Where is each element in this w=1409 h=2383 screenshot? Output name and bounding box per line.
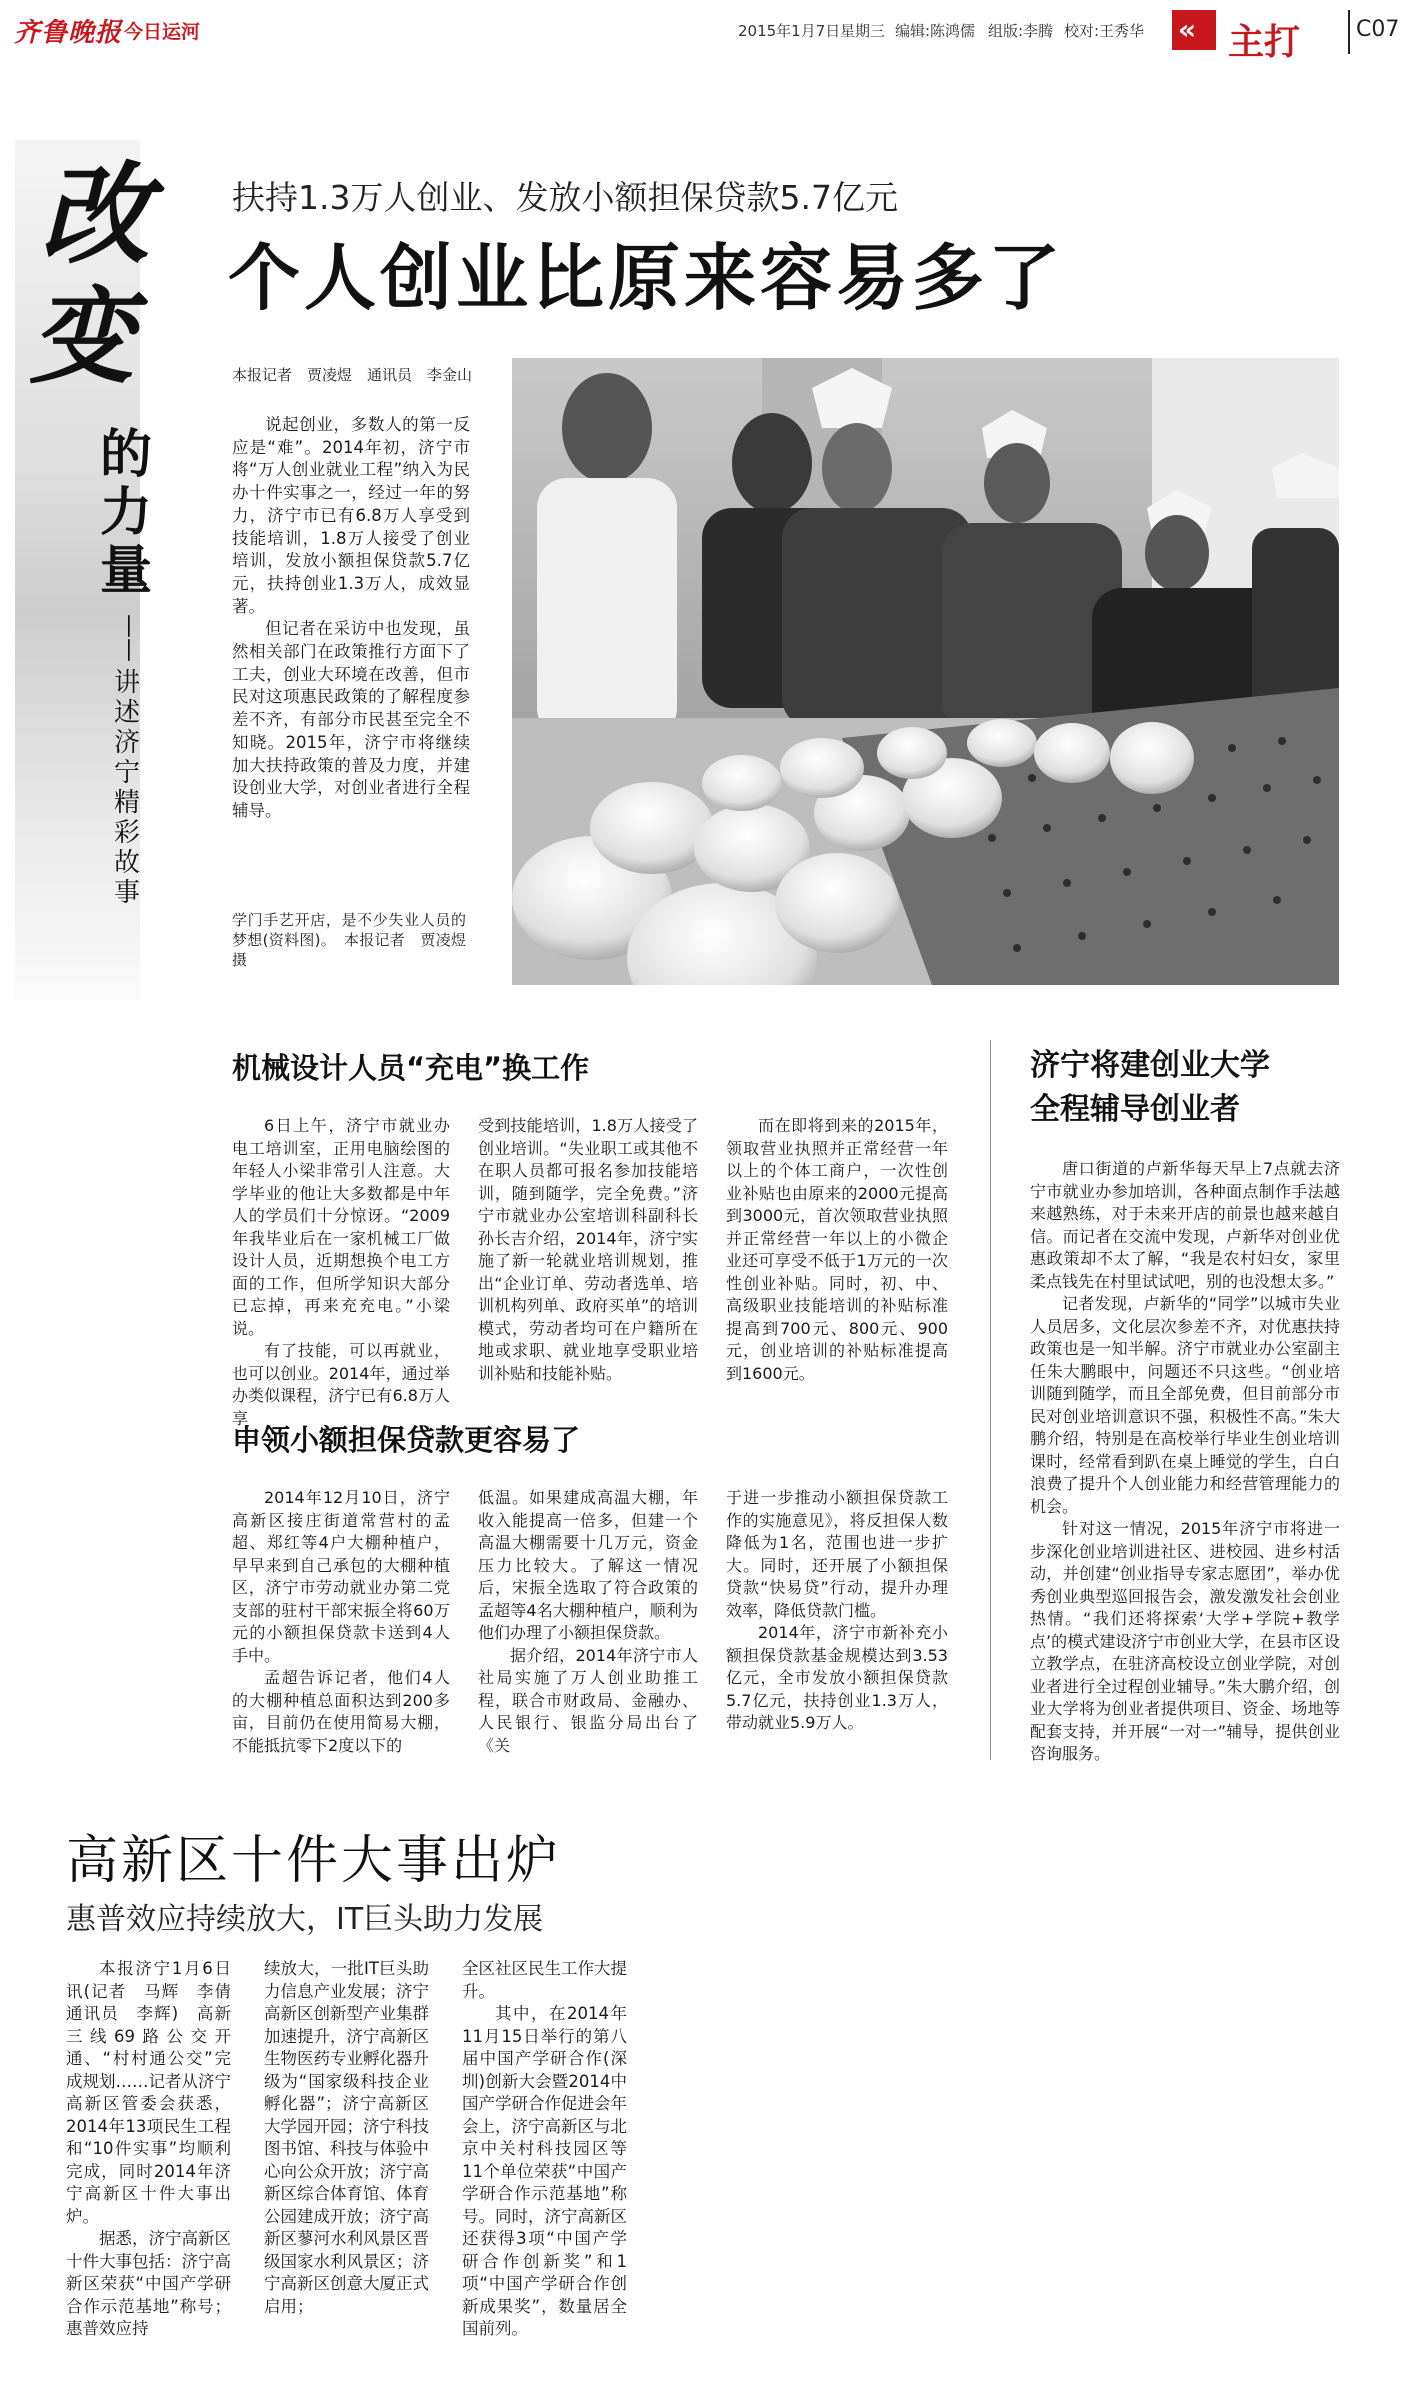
story-a-paragraph: 有了技能，可以再就业，也可以创业。2014年，通过举办类似课程，济宁已有6.8万人享: [232, 1341, 450, 1428]
story-d-paragraph: 其中，在2014年11月15日举行的第八届中国产学研合作(深圳)创新大会暨2014中国产学研合作促进会年会上，济宁高新区与北京中关村科技园区等11个单位荣获“中国产学研合作示范基地”称号。同时，济宁高新区还获得3项“中国产学研合作创新奖”和1项“中国产学研合作创新成果奖”，数量居全国前列。: [462, 2004, 627, 2338]
editor-credit: 编辑:陈鸿儒: [895, 22, 976, 40]
issue-weekday: 星期三: [840, 22, 886, 40]
page-number: C07: [1356, 17, 1400, 42]
story-b-col2: [478, 1487, 698, 1757]
photo-caption: 学门手艺开店，是不少失业人员的梦想(资料图)。 本报记者 贾凌煜 摄: [232, 911, 482, 969]
story-c-paragraph: 唐口街道的卢新华每天早上7点就去济宁市就业办参加培训，各种面点制作手法越来越熟练，对于未来开店的前景也越来越自信。而记者在交流中发现，卢新华对创业优惠政策却不太了解，“我是农村妇女，家里柔点钱先在村里试试吧，别的也没想太多。”: [1030, 1159, 1340, 1291]
story-d-col3: [462, 1958, 627, 2341]
story-a-col3: [726, 1115, 948, 1385]
story-c-headline-1: 济宁将建创业大学: [1030, 1048, 1270, 1083]
column-divider: [990, 1040, 991, 1760]
story-a-headline: 机械设计人员“充电”换工作: [232, 1051, 590, 1085]
dumpling-workshop-photo: [512, 358, 1339, 985]
story-d-paragraph: 全区社区民生工作大提升。: [462, 1959, 627, 2001]
story-b-headline: 申领小额担保贷款更容易了: [232, 1423, 581, 1457]
masthead: [0, 0, 1409, 70]
banner-char-gai: 改: [40, 150, 150, 279]
banner-subtitle: 讲述济宁精彩故事: [114, 668, 141, 908]
story-d-col1: [66, 1958, 248, 2341]
story-b-paragraph: 2014年，济宁市新补充小额担保贷款基金规模达到3.53亿元，全市发放小额担保贷款5.7亿元，扶持创业1.3万人，带动就业5.9万人。: [726, 1623, 948, 1732]
proofread-credit: 校对:王秀华: [1064, 22, 1145, 40]
lead-photo: [512, 358, 1339, 985]
lead-paragraph: 说起创业，多数人的第一反应是“难”。2014年初，济宁市将“万人创业就业工程”纳入为民办十件实事之一，经过一年的努力，济宁市已有6.8万人享受到技能培训，1.8万人接受了创业培训，发放小额担保贷款5.7亿元，扶持创业1.3万人，成效显著。: [232, 415, 470, 616]
story-b-col1: [232, 1487, 450, 1757]
story-b-col3: [726, 1487, 948, 1735]
story-a-col2: [478, 1115, 698, 1385]
story-b-paragraph: 孟超告诉记者，他们4人的大棚种植总面积达到200多亩，目前仍在使用简易大棚，不能抵抗零下2度以下的: [232, 1668, 450, 1755]
story-c-paragraph: 针对这一情况，2015年济宁市将进一步深化创业培训进社区、进校园、进乡村活动，并创建“创业指导专家志愿团”，举办优秀创业典型巡回报告会，激发激发社会创业热情。“我们还将探索‘大学+学院+教学点’的模式建设济宁市创业大学，在县市区设立教学点，在驻济高校设立创业学院，对创业者进行全过程创业辅导。”朱大鹏介绍，创业大学将为创业者提供项目、资金、场地等配套支持，并开展“一对一”辅导，提供创业咨询服务。: [1030, 1519, 1340, 1763]
story-d-paragraph: 本报济宁1月6日讯(记者 马辉 李倩 通讯员 李辉) 高新三线69路公交开通、“村村通公交”完成规划……记者从济宁高新区管委会获悉，2014年13项民生工程和“10件实事”均顺利完成，同时2014年济宁高新区十件大事出炉。: [66, 1959, 248, 2226]
newspaper-logo: 齐鲁晚报: [14, 18, 123, 48]
issue-date: 2015年1月7日: [738, 22, 841, 40]
story-a-paragraph: 6日上午，济宁市就业办电工培训室，正用电脑绘图的年轻人小梁非常引人注意。大学毕业的他让大多数都是中年人的学员们十分惊讶。“2009年我毕业后在一家机械工厂做设计人员，近期想换个电工方面的工作，但所学知识大部分已忘掉，再来充充电。”小梁说。: [232, 1116, 450, 1338]
banner-dash: ——: [116, 614, 144, 662]
edition-name: 今日运河: [124, 21, 201, 43]
lead-headline: 个人创业比原来容易多了: [228, 236, 1065, 320]
section-badge: [1172, 10, 1216, 50]
story-d-paragraph: 续放大，一批IT巨头助力信息产业发展；济宁高新区创新型产业集群加速提升，济宁高新区生物医药专业孵化器升级为“国家级科技企业孵化器”；济宁高新区大学园开园；济宁科技图书馆、科技与体验中心向公众开放；济宁高新区综合体育馆、体育公园建成开放；济宁高新区蓼河水利风景区晋级国家水利风景区；济宁高新区创意大厦正式启用；: [264, 1959, 429, 2316]
lead-paragraph: 但记者在采访中也发现，虽然相关部门在政策推行方面下了工夫，创业大环境在改善，但市民对这项惠民政策的了解程度参差不齐，有部分市民甚至完全不知晓。2015年，济宁市将继续加大扶持政策的普及力度，并建设创业大学，对创业者进行全程辅导。: [232, 619, 470, 820]
layout-credit: 组版:李腾: [988, 22, 1054, 40]
story-c-body: [1030, 1158, 1340, 1766]
story-b-paragraph: 据介绍，2014年济宁市人社局实施了万人创业助推工程，联合市财政局、金融办、人民银行、银监分局出台了《关: [478, 1645, 698, 1755]
story-d-headline: 高新区十件大事出炉: [66, 1831, 562, 1891]
story-a-paragraph: 受到技能培训，1.8万人接受了创业培训。“失业职工或其他不在职人员都可报名参加技能培训，随到随学，完全免费。”济宁市就业办公室培训科副科长孙长吉介绍，2014年，济宁实施了新一轮就业培训规划，推出“企业订单、劳动者选单、培训机构列单、政府买单”的培训模式，劳动者均可在户籍所在地或求职、就业地享受职业培训补贴和技能补贴。: [478, 1116, 698, 1383]
story-d-subhead: 惠普效应持续放大，IT巨头助力发展: [66, 1902, 544, 1937]
page-number-divider: [1348, 10, 1350, 54]
banner-char-bian: 变: [30, 275, 135, 398]
story-b-paragraph: 于进一步推动小额担保贷款工作的实施意见》，将反担保人数降低为1名，范围也进一步扩大。同时，还开展了小额担保贷款“快易贷”行动，提升办理效率，降低贷款门槛。: [726, 1488, 948, 1620]
story-d-col2: [264, 1958, 429, 2318]
lead-body: [232, 414, 470, 823]
banner-title-rest: 的力量: [100, 425, 153, 601]
double-chevron-left-icon: «: [1178, 13, 1197, 46]
story-a-col1: [232, 1115, 450, 1430]
story-a-paragraph: 而在即将到来的2015年，领取营业执照并正常经营一年以上的个体工商户，一次性创业补贴也由原来的2000元提高到3000元，首次领取营业执照并正常经营一年以上的小微企业还可享受不低于1万元的一次性创业补贴。同时，初、中、高级职业技能培训的补贴标准提高到700元、800元、900元，创业培训的补贴标准提高到1600元。: [726, 1116, 948, 1383]
column-banner: [0, 140, 210, 1010]
story-b-paragraph: 低温。如果建成高温大棚，年收入能提高一倍多，但建一个高温大棚需要十几万元，资金压力比较大。了解这一情况后，宋振全选取了符合政策的孟超等4名大棚种植户，顺利为他们办理了小额担保贷款。: [478, 1488, 698, 1642]
section-title: 主打: [1228, 22, 1301, 63]
story-b-paragraph: 2014年12月10日，济宁高新区接庄街道常营村的孟超、郑红等4户大棚种植户，早早来到自己承包的大棚种植区，济宁市劳动就业办第二党支部的驻村干部宋振全将60万元的小额担保贷款卡送到4人手中。: [232, 1488, 450, 1665]
story-d-paragraph: 据悉，济宁高新区十件大事包括：济宁高新区荣获“中国产学研合作示范基地”称号；惠普效应持: [66, 2229, 231, 2338]
lead-byline: 本报记者 贾凌煜 通讯员 李金山: [232, 366, 473, 384]
lead-kicker: 扶持1.3万人创业、发放小额担保贷款5.7亿元: [232, 178, 898, 217]
story-c-headline-2: 全程辅导创业者: [1030, 1092, 1240, 1127]
story-c-paragraph: 记者发现，卢新华的“同学”以城市失业人员居多，文化层次参差不齐，对优惠扶持政策也是一知半解。济宁市就业办公室副主任朱大鹏眼中，问题还不只这些。“创业培训随到随学，而且全部免费，但目前部分市民对创业培训意识不强，积极性不高。”朱大鹏介绍，特别是在高校举行毕业生创业培训课时，经常看到趴在桌上睡觉的学生，白白浪费了提升个人创业能力和经营管理能力的机会。: [1030, 1294, 1340, 1516]
